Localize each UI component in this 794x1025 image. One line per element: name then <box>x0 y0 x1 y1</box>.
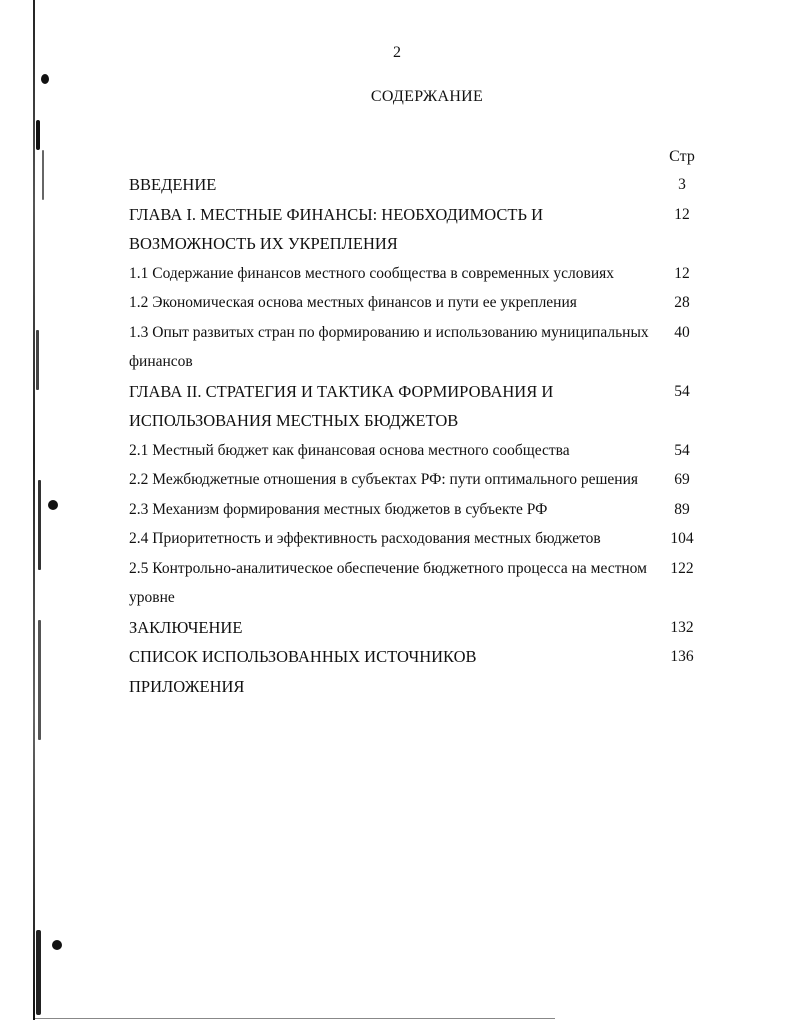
toc-entry-text: 2.5 Контрольно-аналитическое обеспечение бюджетного процесса на местном уровне <box>129 559 647 606</box>
toc-entry-page: 136 <box>670 648 694 665</box>
toc-entry-chapter-2 <box>129 377 709 436</box>
page-number: 2 <box>393 44 401 61</box>
scan-speck <box>38 620 41 740</box>
page-title: СОДЕРЖАНИЕ <box>370 88 484 105</box>
scan-speck <box>38 480 41 570</box>
toc-entry-page: 69 <box>674 471 690 488</box>
toc-entry-text: ВВЕДЕНИЕ <box>129 175 217 194</box>
toc-entry-section-2-1 <box>129 436 709 466</box>
toc-entry-page: 12 <box>674 264 690 282</box>
toc-entry-section-2-5 <box>129 554 709 613</box>
scan-bottom-line <box>35 1018 555 1019</box>
toc-entry-text: 1.1 Содержание финансов местного сообщества в современных условиях <box>129 264 615 282</box>
scan-speck <box>41 74 49 84</box>
binding-edge <box>33 0 35 1020</box>
toc-entry-text: 2.4 Приоритетность и эффективность расходования местных бюджетов <box>129 530 601 547</box>
table-of-contents <box>129 170 709 701</box>
toc-entry-page: 28 <box>674 294 690 311</box>
toc-entry-text: 2.2 Межбюджетные отношения в субъектах РФ: пути оптимального решения <box>129 471 638 488</box>
toc-entry-text: 1.3 Опыт развитых стран по формированию и использованию муниципальных финансов <box>129 323 649 370</box>
toc-entry-appendices <box>129 672 709 702</box>
toc-entry-page: 3 <box>678 176 686 193</box>
toc-entry-section-1-2 <box>129 288 709 318</box>
toc-entry-text: ГЛАВА I. МЕСТНЫЕ ФИНАНСЫ: НЕОБХОДИМОСТЬ И ВОЗМОЖНОСТЬ ИХ УКРЕПЛЕНИЯ <box>129 204 544 253</box>
toc-entry-page: 54 <box>674 382 690 400</box>
toc-entry-section-2-2 <box>129 465 709 495</box>
toc-entry-text: ПРИЛОЖЕНИЯ <box>129 676 245 696</box>
toc-entry-section-2-4 <box>129 524 709 554</box>
scan-speck <box>48 500 58 510</box>
toc-entry-introduction <box>129 170 709 200</box>
scan-speck <box>36 120 40 150</box>
toc-entry-text: 2.1 Местный бюджет как финансовая основа местного сообщества <box>129 441 570 459</box>
toc-entry-text: 1.2 Экономическая основа местных финансов и пути ее укрепления <box>129 294 577 311</box>
toc-entry-page: 132 <box>670 618 694 636</box>
page-column-header: Стр <box>669 148 695 165</box>
toc-entry-text: 2.3 Механизм формирования местных бюджетов в субъекте РФ <box>129 500 548 518</box>
toc-entry-chapter-1 <box>129 200 709 259</box>
toc-entry-section-1-3 <box>129 318 709 377</box>
toc-entry-text: ЗАКЛЮЧЕНИЕ <box>129 617 243 637</box>
toc-entry-page: 54 <box>674 441 690 459</box>
toc-entry-references <box>129 642 709 672</box>
toc-entry-conclusion <box>129 613 709 643</box>
toc-entry-text: ГЛАВА II. СТРАТЕГИЯ И ТАКТИКА ФОРМИРОВАНИЯ И ИСПОЛЬЗОВАНИЯ МЕСТНЫХ БЮДЖЕТОВ <box>129 381 554 430</box>
toc-entry-page: 12 <box>674 205 690 223</box>
toc-entry-section-2-3 <box>129 495 709 525</box>
toc-entry-page: 122 <box>670 559 694 577</box>
scan-speck <box>42 150 44 200</box>
toc-entry-section-1-1 <box>129 259 709 289</box>
toc-entry-text: СПИСОК ИСПОЛЬЗОВАННЫХ ИСТОЧНИКОВ <box>129 647 477 666</box>
toc-entry-page: 40 <box>674 323 690 341</box>
toc-entry-page: 89 <box>674 500 690 518</box>
scan-speck <box>36 930 41 1015</box>
scan-speck <box>36 330 39 390</box>
scan-speck <box>52 940 62 950</box>
toc-entry-page: 104 <box>670 530 694 547</box>
